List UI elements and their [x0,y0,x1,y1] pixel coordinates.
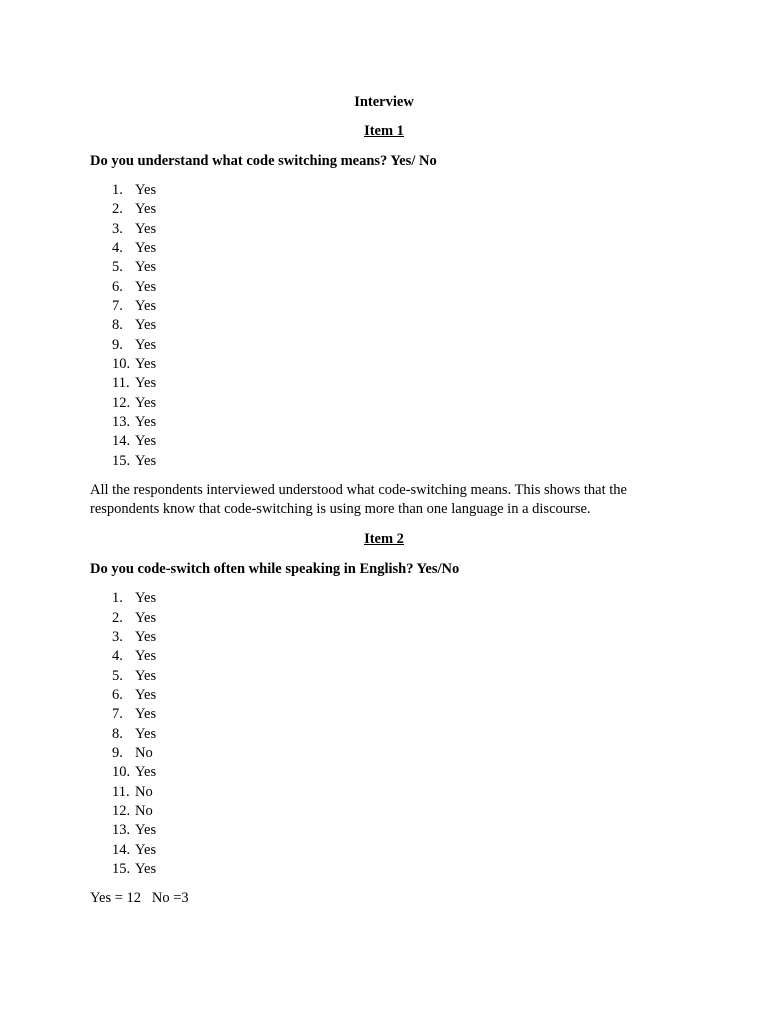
answer-value: Yes [135,725,157,742]
answer-list-item [90,220,678,239]
answer-value: Yes [135,259,157,276]
item-2-summary: Yes = 12 No =3 [90,890,189,907]
answer-list-item [90,200,678,219]
answer-number: 5. [112,667,123,684]
item-1-question: Do you understand what code switching means? Yes/ No [90,153,437,169]
answer-number: 6. [112,686,123,703]
answer-value: Yes [135,706,157,723]
answer-number: 9. [112,744,123,761]
answer-list-item [90,628,678,647]
answer-number: 3. [112,220,123,237]
answer-number: 4. [112,648,123,665]
answer-value: Yes [135,278,157,295]
answer-list-item [90,278,678,297]
answer-list-item [90,258,678,277]
answer-list-item [90,452,678,471]
answer-value: Yes [135,433,157,450]
item-2-question: Do you code-switch often while speaking in English? Yes/No [90,561,460,578]
answer-value: Yes [135,452,157,469]
item-1-section [90,122,678,519]
answer-value: No [135,802,153,819]
answer-list-item [90,802,678,821]
item-2-answer-list [90,589,678,879]
answer-list-item [90,181,678,200]
answer-list-item [90,783,678,802]
answer-list-item [90,297,678,316]
answer-value: Yes [135,667,157,684]
answer-number: 13. [112,414,131,431]
document-content [90,93,678,908]
answer-list-item [90,686,678,705]
answer-list-item [90,860,678,879]
answer-list-item [90,374,678,393]
answer-number: 13. [112,822,131,839]
answer-number: 10. [112,764,131,781]
answer-value: Yes [135,220,157,237]
item-1-commentary: All the respondents interviewed understood what code-switching means. This shows that the respondents know that code-switching is using more than one language in a discourse. [90,482,627,518]
answer-list-item [90,316,678,335]
answer-list-item [90,705,678,724]
answer-list-item [90,589,678,608]
answer-number: 10. [112,356,131,373]
answer-value: Yes [135,764,157,781]
answer-list-item [90,336,678,355]
answer-value: Yes [135,686,157,703]
answer-number: 4. [112,240,123,257]
answer-number: 8. [112,725,123,742]
answer-number: 2. [112,609,123,626]
answer-value: Yes [135,590,157,607]
answer-number: 7. [112,298,123,315]
answer-value: Yes [135,841,157,858]
answer-list-item [90,667,678,686]
answer-list-item [90,647,678,666]
answer-number: 9. [112,336,123,353]
answer-value: Yes [135,298,157,315]
answer-number: 1. [112,590,123,607]
answer-number: 12. [112,802,131,819]
item-1-answer-list [90,181,678,471]
answer-list-item [90,841,678,860]
answer-list-item [90,744,678,763]
answer-value: Yes [135,822,157,839]
answer-value: No [135,783,153,800]
answer-value: Yes [135,336,157,353]
answer-value: Yes [135,201,157,218]
answer-number: 7. [112,706,123,723]
item-2-heading: Item 2 [364,531,404,548]
answer-number: 12. [112,394,131,411]
answer-number: 8. [112,317,123,334]
answer-value: Yes [135,394,157,411]
answer-value: Yes [135,356,157,373]
answer-value: Yes [135,414,157,431]
answer-value: Yes [135,317,157,334]
answer-list-item [90,725,678,744]
answer-value: Yes [135,240,157,257]
item-2-section [90,530,678,908]
answer-number: 15. [112,452,131,469]
answer-value: Yes [135,609,157,626]
answer-value: Yes [135,860,157,877]
answer-list-item [90,609,678,628]
answer-number: 15. [112,860,131,877]
answer-value: No [135,744,153,761]
answer-number: 11. [112,783,130,800]
answer-value: Yes [135,628,157,645]
document-title: Interview [354,94,414,110]
answer-number: 3. [112,628,123,645]
answer-list-item [90,394,678,413]
answer-value: Yes [135,375,157,392]
answer-number: 1. [112,182,123,198]
answer-list-item [90,821,678,840]
answer-list-item [90,239,678,258]
answer-number: 6. [112,278,123,295]
answer-number: 2. [112,201,123,218]
answer-list-item [90,763,678,782]
answer-number: 14. [112,841,131,858]
answer-number: 5. [112,259,123,276]
item-1-heading: Item 1 [364,123,404,139]
answer-list-item [90,432,678,451]
answer-list-item [90,413,678,432]
answer-list-item [90,355,678,374]
answer-value: Yes [135,648,157,665]
answer-value: Yes [135,182,157,198]
answer-number: 11. [112,375,130,392]
answer-number: 14. [112,433,131,450]
